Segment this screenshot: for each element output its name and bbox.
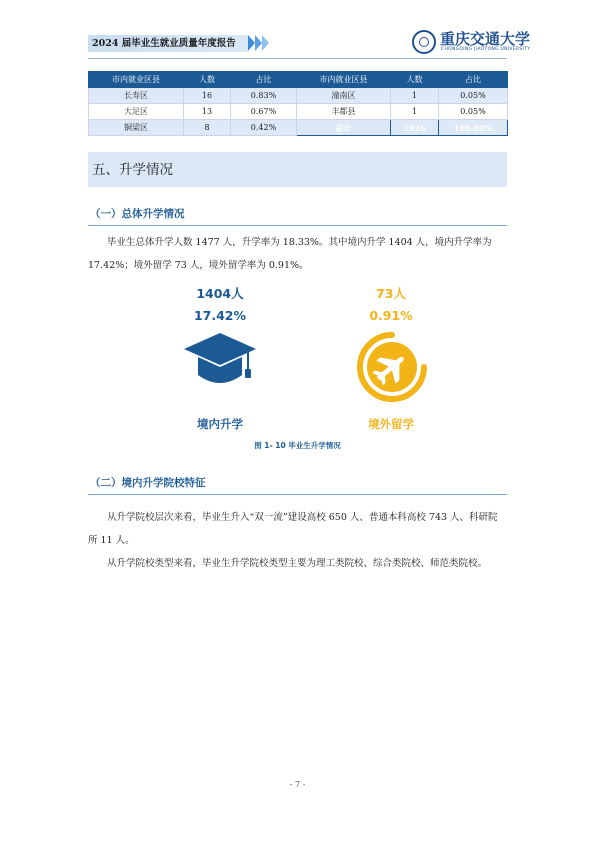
- total-label-cell: 总计: [297, 120, 391, 136]
- column-header: 人数: [184, 72, 231, 88]
- table-cell: 0.83%: [231, 88, 297, 104]
- table-cell: 0.05%: [439, 104, 508, 120]
- domestic-count: 1404人: [196, 286, 244, 301]
- table-row: [89, 104, 508, 120]
- institution-level-paragraph: 从升学院校层次来看，毕业生升入“双一流”建设高校 650 人、普通本科高校 743 人、科研院所 11 人。: [88, 512, 498, 546]
- table-cell: 0.42%: [231, 120, 297, 136]
- figure-caption: 图 1- 10 毕业生升学情况: [254, 441, 341, 450]
- subsection-title: （二）境内升学院校特征: [90, 477, 206, 489]
- table-cell: 13: [184, 104, 231, 120]
- table-row: [89, 88, 508, 104]
- subsection-divider: [88, 225, 507, 226]
- abroad-count: 73人: [376, 286, 406, 301]
- column-header: 占比: [231, 72, 297, 88]
- subsection-divider: [88, 494, 507, 495]
- table-cell: 0.05%: [439, 88, 508, 104]
- table-header-row: [89, 72, 508, 88]
- chevron-icon: [255, 35, 262, 51]
- district-employment-table: [88, 71, 508, 136]
- table-cell: 1: [391, 104, 439, 120]
- table-cell: 0.67%: [231, 104, 297, 120]
- university-english-name: CHONGQING JIAOTONG UNIVERSITY: [441, 47, 531, 52]
- table-cell: 丰都县: [297, 104, 391, 120]
- report-title: 2024 届毕业生就业质量年度报告: [92, 38, 236, 49]
- table-cell: 1: [391, 88, 439, 104]
- column-header: 占比: [439, 72, 508, 88]
- column-header: 人数: [391, 72, 439, 88]
- university-emblem-icon: [412, 30, 436, 54]
- column-header: 市内就业区县: [89, 72, 184, 88]
- domestic-label: 境内升学: [197, 417, 243, 431]
- page-number: - 7 -: [289, 780, 306, 789]
- university-logo: [412, 28, 531, 60]
- table-cell: 潼南区: [297, 88, 391, 104]
- chevron-icon: [248, 35, 255, 51]
- total-percent-cell: 100.00%: [439, 120, 508, 136]
- graduation-cap-icon: [182, 331, 258, 389]
- total-count-cell: 1926: [391, 120, 439, 136]
- domestic-rate: 17.42%: [193, 308, 247, 323]
- table-cell: 长寿区: [89, 88, 184, 104]
- abroad-label: 境外留学: [368, 417, 414, 431]
- table-cell: 16: [184, 88, 231, 104]
- institution-type-paragraph: 从升学院校类型来看，毕业生升学院校类型主要为理工类院校、综合类院校、师范类院校。: [107, 558, 488, 569]
- table-cell: 大足区: [89, 104, 184, 120]
- overall-further-study-paragraph: 毕业生总体升学人数 1477 人，升学率为 18.33%。其中境内升学 1404 人，境内升学率为 17.42%；境外留学 73 人，境外留学率为 0.91%。: [88, 237, 492, 271]
- header-divider: [88, 58, 507, 59]
- table-row: [89, 120, 508, 136]
- column-header: 市内就业区县: [297, 72, 391, 88]
- airplane-icon: [355, 330, 429, 404]
- table-cell: 8: [184, 120, 231, 136]
- university-name: 重庆交通大学: [440, 30, 531, 48]
- abroad-rate: 0.91%: [369, 308, 413, 323]
- chevron-icon: [262, 35, 269, 51]
- subsection-title: （一）总体升学情况: [90, 208, 185, 220]
- table-cell: 铜梁区: [89, 120, 184, 136]
- section-title: 五、升学情况: [92, 162, 173, 178]
